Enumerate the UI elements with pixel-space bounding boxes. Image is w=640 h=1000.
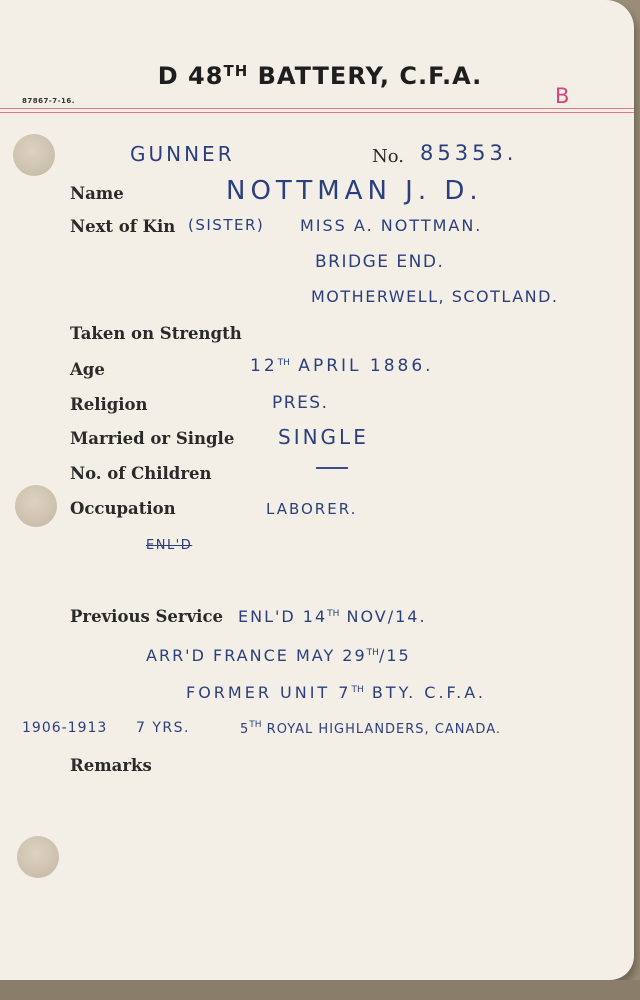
remarks-label: Remarks <box>70 756 152 775</box>
service-duration-entry: 7 YRS. <box>136 720 190 736</box>
kin-address-line: BRIDGE END. <box>315 252 445 272</box>
previous-service-label: Previous Service <box>70 607 223 626</box>
occupation-entry: LABORER. <box>266 500 358 518</box>
marital-status-label: Married or Single <box>70 429 235 448</box>
form-number: 87867-7-16. <box>22 97 75 105</box>
service-text: FORMER UNIT 7 <box>186 683 352 702</box>
service-line-2 <box>146 646 411 665</box>
service-text: ARR'D FRANCE MAY 29 <box>146 646 367 665</box>
marital-status-entry: SINGLE <box>278 425 369 449</box>
service-line-4 <box>240 720 501 737</box>
title-part: BATTERY, C.F.A. <box>248 62 483 90</box>
name-label: Name <box>70 184 124 203</box>
kin-address-line: MOTHERWELL, SCOTLAND. <box>311 287 559 306</box>
ordinal-suffix: TH <box>277 358 290 368</box>
punch-hole <box>15 485 57 527</box>
card-title <box>0 62 640 90</box>
ordinal-suffix: TH <box>351 685 364 695</box>
service-text: NOV/14. <box>339 607 427 626</box>
children-label: No. of Children <box>70 464 212 483</box>
occupation-label: Occupation <box>70 499 176 518</box>
name-entry: NOTTMAN J. D. <box>226 176 483 206</box>
age-label: Age <box>70 360 105 379</box>
title-superscript: TH <box>223 62 249 80</box>
birth-date-entry <box>250 356 434 376</box>
header-rule <box>0 112 634 113</box>
birth-rest: APRIL 1886. <box>289 356 434 376</box>
next-of-kin-label: Next of Kin <box>70 217 176 236</box>
birth-day: 12 <box>250 356 278 376</box>
service-text: ENL'D 14 <box>238 607 328 626</box>
number-label: No. <box>372 146 404 167</box>
service-line-3 <box>186 683 486 702</box>
service-text: 5 <box>240 722 250 737</box>
kin-relation-entry: (SISTER) <box>188 216 265 234</box>
children-dash <box>316 467 348 469</box>
background-strip <box>0 980 640 1000</box>
service-text: BTY. C.F.A. <box>363 683 486 702</box>
punch-hole <box>17 836 59 878</box>
struck-out-note: ENL'D <box>146 538 193 553</box>
ordinal-suffix: TH <box>249 720 262 730</box>
ordinal-suffix: TH <box>327 609 340 619</box>
section-letter: B <box>555 84 570 108</box>
religion-label: Religion <box>70 395 148 414</box>
service-line-1 <box>238 607 427 626</box>
title-part: D 48 <box>157 62 224 90</box>
rank-entry: GUNNER <box>130 142 235 166</box>
service-years-entry: 1906-1913 <box>22 720 108 736</box>
service-text: ROYAL HIGHLANDERS, CANADA. <box>261 722 501 737</box>
service-text: /15 <box>378 646 411 665</box>
header-rule <box>0 108 634 109</box>
regimental-number-entry: 85353. <box>420 141 518 165</box>
taken-on-strength-label: Taken on Strength <box>70 324 242 343</box>
punch-hole <box>13 134 55 176</box>
ordinal-suffix: TH <box>366 648 379 658</box>
kin-name-entry: MISS A. NOTTMAN. <box>300 216 483 235</box>
religion-entry: PRES. <box>272 393 329 413</box>
